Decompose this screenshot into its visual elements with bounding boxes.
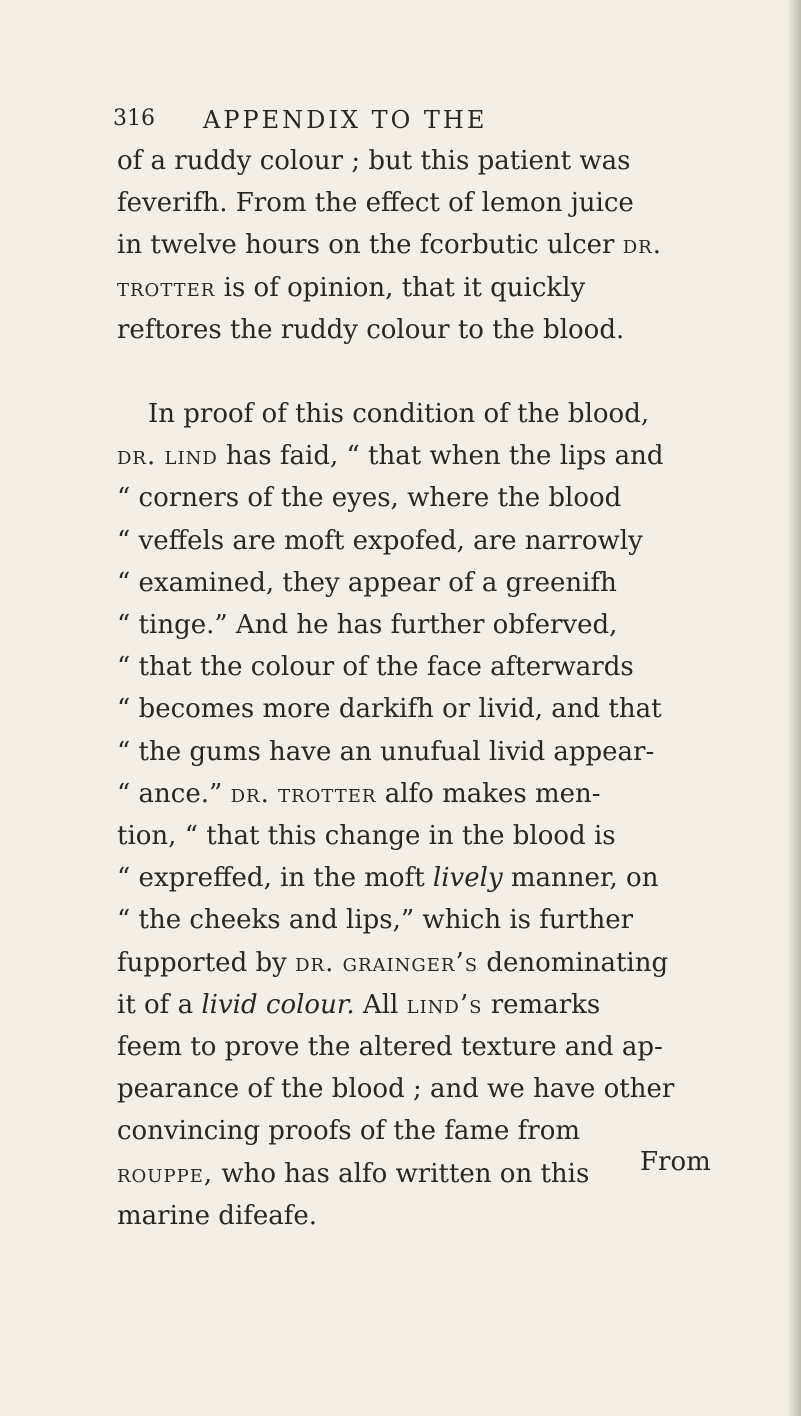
text-line: dr. lind has faid, “ that when the lips and: [117, 441, 664, 472]
text-line: feem to prove the altered texture and ap-: [117, 1032, 663, 1063]
text-line: in twelve hours on the fcorbutic ulcer dr.: [117, 230, 662, 261]
page-number: 316: [113, 106, 155, 131]
text-line: “ the gums have an unufual livid appear-: [117, 736, 655, 767]
text-line: “ tinge.” And he has further obferved,: [117, 610, 618, 641]
catchword: From: [640, 1147, 711, 1177]
text-line: “ veffels are moft expofed, are narrowly: [117, 525, 643, 556]
text-line: “ the cheeks and lips,” which is further: [117, 905, 634, 936]
text-line: tion, “ that this change in the blood is: [117, 821, 616, 852]
text-line: trotter is of opinion, that it quickly: [117, 272, 586, 303]
text-line: “ corners of the eyes, where the blood: [117, 483, 622, 514]
text-line: pearance of the blood ; and we have other: [117, 1074, 675, 1105]
text-line: “ ance.” dr. trotter alfo makes men-: [117, 778, 601, 809]
name-lind: lind: [164, 441, 218, 472]
text-line: “ that the colour of the face afterwards: [117, 652, 634, 683]
text-line: convincing proofs of the fame from: [117, 1116, 581, 1147]
running-title: APPENDIX TO THE: [203, 106, 488, 134]
text-line: rouppe, who has alfo written on this: [117, 1158, 590, 1189]
name-trotter: trotter: [117, 272, 216, 303]
italic-word: lively: [432, 863, 503, 894]
name-dr: dr.: [295, 947, 335, 978]
text-line: In proof of this condition of the blood,: [148, 399, 650, 430]
name-linds: lind’s: [406, 989, 483, 1020]
paragraph-1: [117, 140, 717, 351]
body-text: [117, 140, 717, 1237]
name-dr: dr.: [622, 230, 662, 261]
name-dr: dr.: [230, 778, 270, 809]
name-rouppe: rouppe,: [117, 1158, 214, 1189]
text-line: “ becomes more darkifh or livid, and that: [117, 694, 662, 725]
paragraph-2: [117, 393, 717, 1237]
text-line: marine difeafe.: [117, 1200, 318, 1231]
text-line: fupported by dr. grainger’s denominating: [117, 947, 669, 978]
text-line: of a ruddy colour ; but this patient was: [117, 146, 631, 176]
name-grainger: grainger’s: [342, 947, 479, 978]
text-line: “ expreffed, in the moft lively manner, on: [117, 863, 659, 894]
name-trotter: trotter: [278, 778, 377, 809]
text-line: reftores the ruddy colour to the blood.: [117, 314, 625, 345]
text-line: feverifh. From the effect of lemon juice: [117, 188, 634, 219]
text-line: “ examined, they appear of a greenifh: [117, 567, 617, 598]
name-dr: dr.: [117, 441, 157, 472]
page-edge-shadow: [787, 0, 801, 1416]
italic-phrase: livid colour.: [201, 989, 355, 1020]
text-line: it of a livid colour. All lind’s remarks: [117, 989, 601, 1020]
